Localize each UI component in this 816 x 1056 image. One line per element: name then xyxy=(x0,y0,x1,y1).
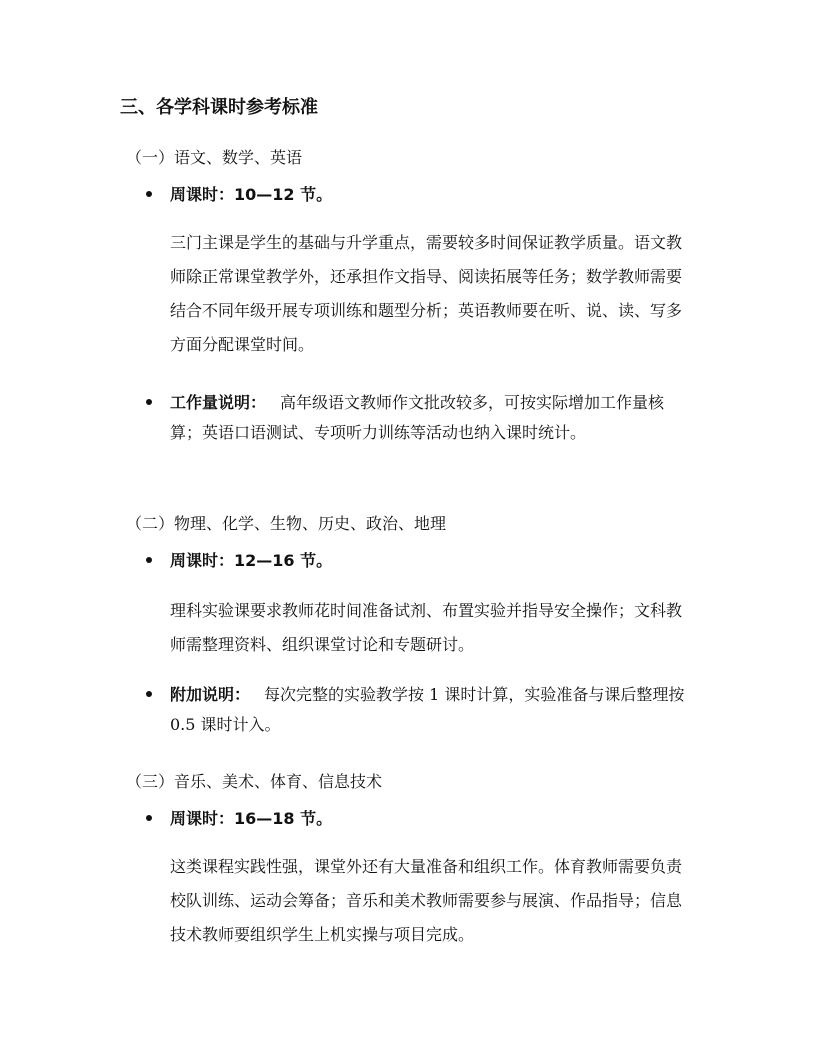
bullet-weekly-hours-3 xyxy=(146,804,686,834)
bullet-dot xyxy=(146,815,152,821)
bullet-label: 周课时：12—16 节。 xyxy=(170,551,333,570)
subsection-heading-1: （一）语文、数学、英语 xyxy=(126,148,303,167)
bullet-text: 高年级语文教师作文批改较多，可按实际增加工作量核算；英语口语测试、专项听力训练等活动也纳入课时统计。 xyxy=(170,393,665,442)
bullet-label: 周课时：10—12 节。 xyxy=(170,185,333,204)
bullet-dot xyxy=(146,691,152,697)
paragraph-2: 理科实验课要求教师花时间准备试剂、布置实验并指导安全操作；文科教师需整理资料、组织课堂讨论和专题研讨。 xyxy=(170,601,683,654)
subsection-heading-3: （三）音乐、美术、体育、信息技术 xyxy=(126,772,383,791)
bullet-weekly-hours-1 xyxy=(146,180,686,210)
bullet-dot xyxy=(146,399,152,405)
subsection-heading-2: （二）物理、化学、生物、历史、政治、地理 xyxy=(126,514,447,533)
bullet-workload-note xyxy=(146,388,686,448)
bullet-label: 周课时：16—18 节。 xyxy=(170,809,333,828)
bullet-weekly-hours-2 xyxy=(146,546,686,576)
bullet-label: 附加说明： xyxy=(170,685,251,704)
bullet-dot xyxy=(146,191,152,197)
bullet-label: 工作量说明： xyxy=(170,393,267,412)
paragraph-3: 这类课程实践性强，课堂外还有大量准备和组织工作。体育教师需要负责校队训练、运动会筹备；音乐和美术教师需要参与展演、作品指导；信息技术教师要组织学生上机实操与项目完成。 xyxy=(170,857,683,944)
bullet-additional-note xyxy=(146,680,686,740)
paragraph-1: 三门主课是学生的基础与升学重点，需要较多时间保证教学质量。语文教师除正常课堂教学外，还承担作文指导、阅读拓展等任务；数学教师需要结合不同年级开展专项训练和题型分析；英语教师要在听、说、读、写多方面分配课堂时间。 xyxy=(170,233,683,354)
bullet-dot xyxy=(146,557,152,563)
section-title: 三、各学科课时参考标准 xyxy=(120,97,318,118)
bullet-text: 每次完整的实验教学按 1 课时计算，实验准备与课后整理按 0.5 课时计入。 xyxy=(170,685,685,734)
